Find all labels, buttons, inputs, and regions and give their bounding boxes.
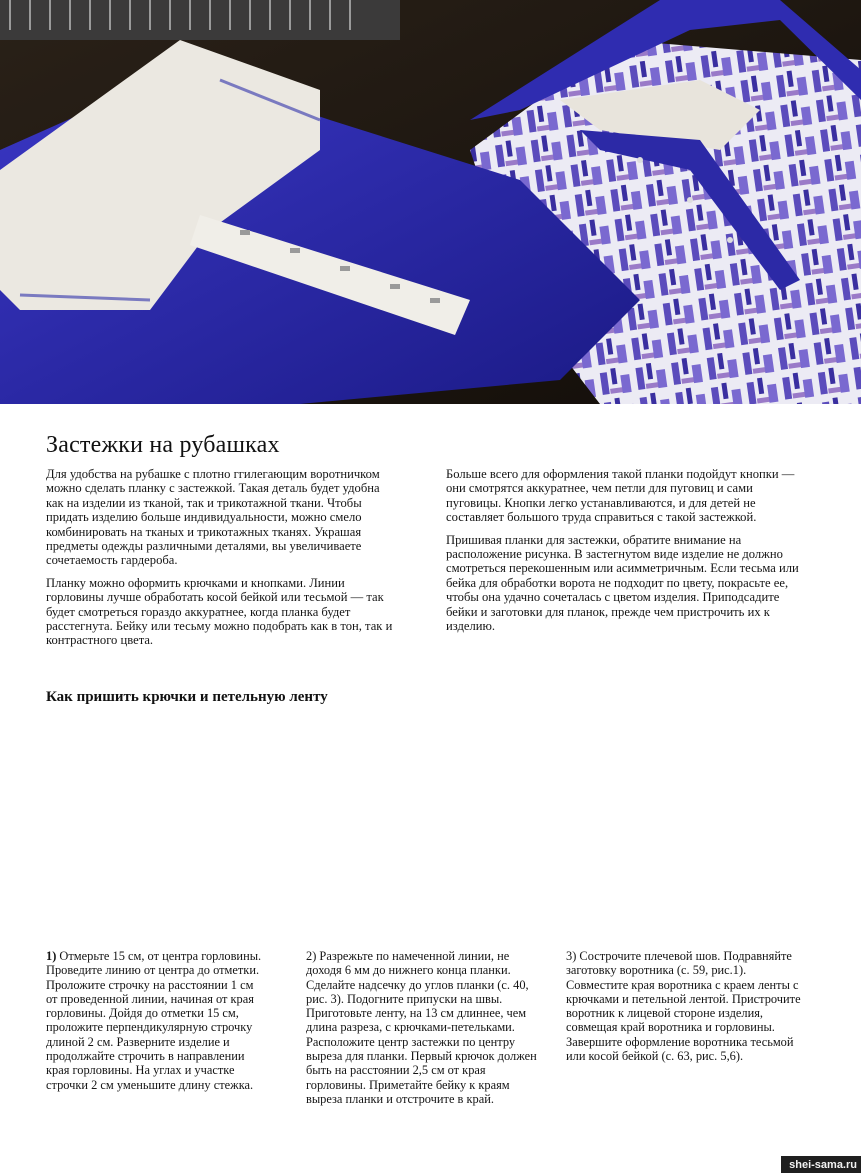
step-2	[306, 949, 538, 1106]
shirt-photo-icon	[0, 0, 861, 404]
step-1	[46, 949, 266, 1092]
step-number: 2)	[306, 949, 317, 963]
intro-right-column	[446, 467, 811, 641]
hero-photo	[0, 0, 861, 404]
watermark: shei-sama.ru	[781, 1156, 861, 1173]
paragraph: Пришивая планки для застежки, обратите внимание на расположение рисунка. В застегнутом виде изделие не должно смотреться перекошенным или асимметричным. Если тесьма или бейка для обработки ворота не подходит по цвету, покрасьте ее, чтобы она удачно сочеталась с цветом изделия. Приподсадите бейки и заготовки для планок, прежде чем пристрочить их к изделию.	[446, 532, 799, 634]
intro-left-column	[46, 467, 398, 656]
paragraph: Для удобства на рубашке с плотно ггилегающим воротничком можно сделать планку с застежкой. Такая деталь будет удобна как на изделии из тканой, так и трикотажной ткани. Чтобы придать изделию больше индивидуальности, можно смело комбинировать на тканых и трикотажных тканях. Украшая предметы одежды различными деталями, вы увеличиваете сочетаемость гардероба.	[46, 467, 380, 568]
step-text: Сострочите плечевой шов. Подравняйте заготовку воротника (с. 59, рис.1). Совместите края воротника с краем ленты с крючками и петельной лентой. Пристрочите воротник к лицевой стороне изделия, совмещая край воротника и горловины. Завершите оформление воротника тесьмой или косой бейкой (с. 63, рис. 5,6).	[566, 949, 801, 1064]
page-title: Застежки на рубашках	[46, 432, 280, 458]
section-heading: Как пришить крючки и петельную ленту	[46, 689, 328, 705]
paragraph: Планку можно оформить крючками и кнопками. Линии горловины лучше обработать косой бейкой или тесьмой — так будет смотреться гораздо аккуратнее, когда планка будет расстегнута. Бейку или тесьму можно подобрать как в тон, так и контрастного цвета.	[46, 575, 393, 648]
step-number: 1)	[46, 949, 57, 963]
step-number: 3)	[566, 949, 577, 963]
paragraph: Больше всего для оформления такой планки подойдут кнопки — они смотрятся аккуратнее, чем петли для пуговиц и сами пуговицы. Кнопки легко устанавливаются, и для детей не составляет большого труда справиться с такой застежкой.	[446, 467, 795, 525]
step-text: Разрежьте по намеченной линии, не доходя 6 мм до нижнего конца планки. Сделайте надсечку до углов планки (с. 40, рис. 3). Подогните припуски на швы. Приготовьте ленту, на 13 см длиннее, чем длина разреза, с крючками-петельками. Расположите центр застежки по центру выреза для планки. Первый крючок должен быть на расстоянии 2,5 см от края горловины. Приметайте бейку к краям выреза планки и отстрочите в край.	[306, 949, 537, 1106]
step-3	[566, 949, 802, 1063]
step-text: Отмерьте 15 см, от центра горловины. Проведите линию от центра до отметки. Проложите строчку на расстоянии 1 см от проведенной линии, начиная от края горловины. Дойдя до отметки 15 см, проложите перпендикулярную строчку длиной 2 см. Разверните изделие и продолжайте строчить в направлении края горловины. На углах и участке строчки 2 см уменьшите длину стежка.	[46, 949, 262, 1092]
